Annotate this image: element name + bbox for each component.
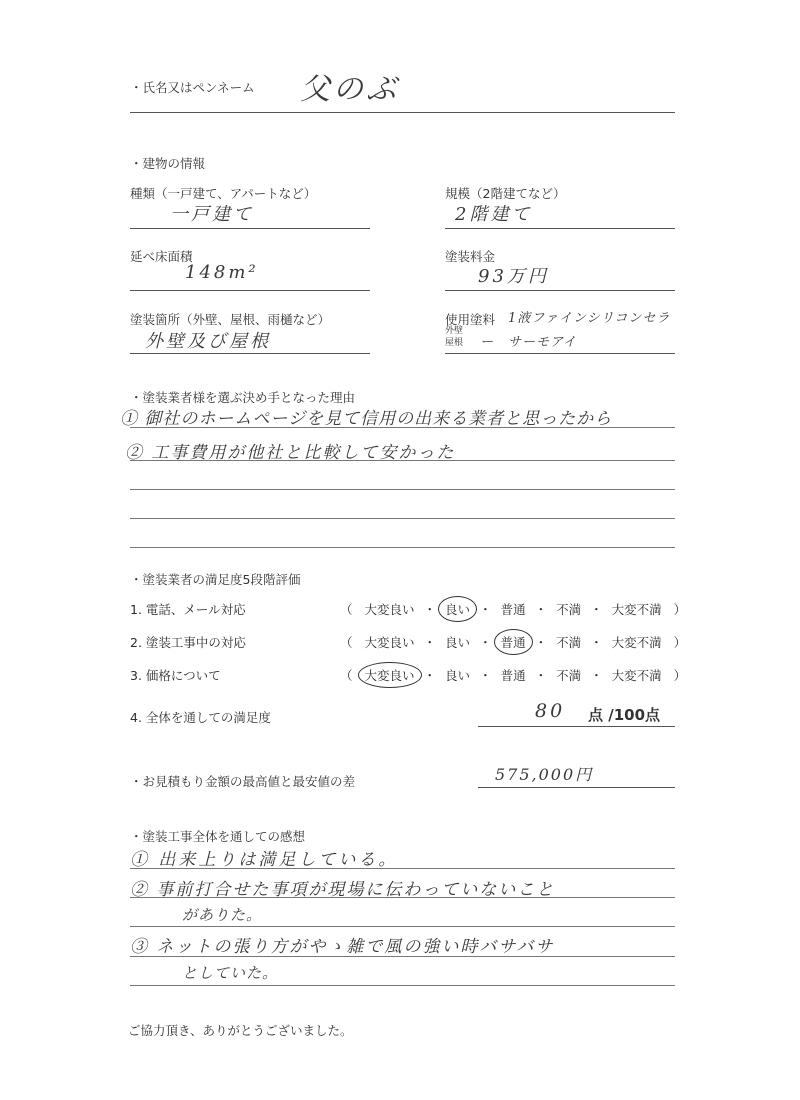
impression-line-4: ③ ネットの張り方がやゝ雑で風の強い時バサバサ	[130, 937, 555, 957]
rating-option: 普通	[500, 668, 526, 683]
estimate-underline	[478, 787, 675, 788]
building-heading: ・建物の情報	[130, 156, 206, 171]
type-label: 種類（一戸建て、アパートなど）	[130, 186, 317, 201]
fee-underline	[445, 290, 675, 291]
rating-question-1: 1. 電話、メール対応	[130, 602, 246, 617]
fee-label: 塗装料金	[445, 249, 496, 264]
reason-rule-3	[130, 489, 675, 490]
rating-question-3: 3. 価格について	[130, 668, 221, 683]
rating-option-selected: 良い	[445, 602, 471, 617]
rating-option: 良い	[445, 635, 471, 650]
impression-rule-5	[130, 985, 675, 986]
rating-close-paren: ）	[673, 635, 687, 650]
rating-option: 大変良い	[364, 635, 415, 650]
rating-separator: ・	[590, 635, 603, 650]
thanks-footer: ご協力頂き、ありがとうございました。	[128, 1023, 353, 1038]
rating-open-paren: （	[340, 668, 353, 683]
rating-options-1	[330, 600, 696, 618]
rating-row-2	[130, 633, 690, 653]
reason-heading: ・塗装業者様を選ぶ決め手となった理由	[130, 390, 356, 405]
rating-separator: ・	[479, 635, 492, 650]
impression-rule-1	[130, 868, 675, 869]
rating-separator: ・	[479, 602, 492, 617]
impression-rule-4	[130, 956, 675, 957]
rating-separator: ・	[423, 668, 437, 683]
impression-line-3: がありた。	[182, 906, 263, 924]
name-value: 父のぶ	[300, 72, 399, 107]
rating-option: 大変良い	[364, 602, 415, 617]
reason-rule-1	[130, 427, 675, 428]
scale-value: 2階建て	[455, 204, 533, 225]
paint-wall-label: 外壁	[445, 326, 464, 336]
rating-row-3	[130, 666, 690, 686]
overall-underline	[478, 726, 675, 727]
reason-rule-4	[130, 518, 675, 519]
reason-line-2: ② 工事費用が他社と比較して安かった	[125, 443, 456, 463]
rating-option-selected: 普通	[500, 635, 526, 650]
rating-options-3	[330, 666, 696, 684]
rating-separator: ・	[534, 602, 548, 617]
overall-suffix: 点 /100点	[588, 706, 661, 724]
scale-label: 規模（2階建てなど）	[445, 186, 566, 201]
estimate-value: 575,000円	[495, 765, 594, 784]
rating-option: 大変不満	[611, 602, 662, 617]
name-label: ・氏名又はペンネーム	[130, 80, 255, 95]
rating-open-paren: （	[340, 602, 353, 617]
rating-separator: ・	[423, 602, 437, 617]
rating-option: 不満	[556, 635, 582, 650]
rating-open-paren: （	[340, 635, 353, 650]
rating-question-2: 2. 塗装工事中の対応	[130, 635, 246, 650]
impression-line-5: としていた。	[182, 964, 279, 982]
reason-rule-5	[130, 547, 675, 548]
estimate-label: ・お見積もり金額の最高値と最安値の差	[130, 774, 356, 789]
paint-roof-value: ー サーモアイ	[480, 335, 577, 350]
rating-close-paren: ）	[673, 668, 687, 683]
impression-rule-3	[130, 926, 675, 927]
impression-line-2: ② 事前打合せた事項が現場に伝わっていないこと	[130, 880, 556, 900]
rating-row-1	[130, 600, 690, 620]
rating-separator: ・	[590, 602, 603, 617]
scale-underline	[445, 228, 675, 229]
overall-label: 4. 全体を通しての満足度	[130, 710, 271, 725]
paint-underline	[445, 353, 675, 354]
satisfaction-heading: ・塗装業者の満足度5段階評価	[130, 572, 301, 587]
rating-separator: ・	[423, 635, 437, 650]
rating-options-2	[330, 633, 696, 651]
location-value: 外壁及び屋根	[145, 331, 271, 352]
impression-heading: ・塗装工事全体を通しての感想	[130, 829, 306, 844]
floor-area-label: 延べ床面積	[130, 249, 193, 264]
fee-value: 93万円	[478, 266, 549, 287]
paint-wall-value: 1液ファインシリコンセラ	[508, 311, 671, 326]
rating-option: 大変不満	[611, 635, 662, 650]
location-underline	[130, 353, 370, 354]
rating-separator: ・	[590, 668, 603, 683]
impression-line-1: ① 出来上りは満足している。	[130, 850, 399, 870]
rating-separator: ・	[479, 668, 492, 683]
location-label: 塗装箇所（外壁、屋根、雨樋など）	[130, 312, 331, 327]
impression-rule-2	[130, 897, 675, 898]
rating-separator: ・	[534, 635, 548, 650]
rating-option-selected: 大変良い	[364, 668, 415, 683]
overall-score: 80	[535, 700, 566, 722]
rating-separator: ・	[534, 668, 548, 683]
rating-option: 大変不満	[611, 668, 662, 683]
name-underline	[130, 112, 675, 113]
paint-roof-label: 屋根	[445, 338, 464, 348]
rating-option: 不満	[556, 668, 582, 683]
rating-option: 良い	[445, 668, 471, 683]
reason-line-1: ① 御社のホームページを見て信用の出来る業者と思ったから	[120, 409, 613, 429]
type-underline	[130, 228, 370, 229]
rating-close-paren: ）	[673, 602, 687, 617]
floor-area-value: 148m²	[185, 262, 259, 283]
rating-option: 不満	[556, 602, 582, 617]
rating-option: 普通	[500, 602, 526, 617]
floor-area-underline	[130, 290, 370, 291]
paint-label: 使用塗料	[445, 312, 496, 327]
reason-rule-2	[130, 460, 675, 461]
type-value: 一戸建て	[170, 204, 254, 225]
